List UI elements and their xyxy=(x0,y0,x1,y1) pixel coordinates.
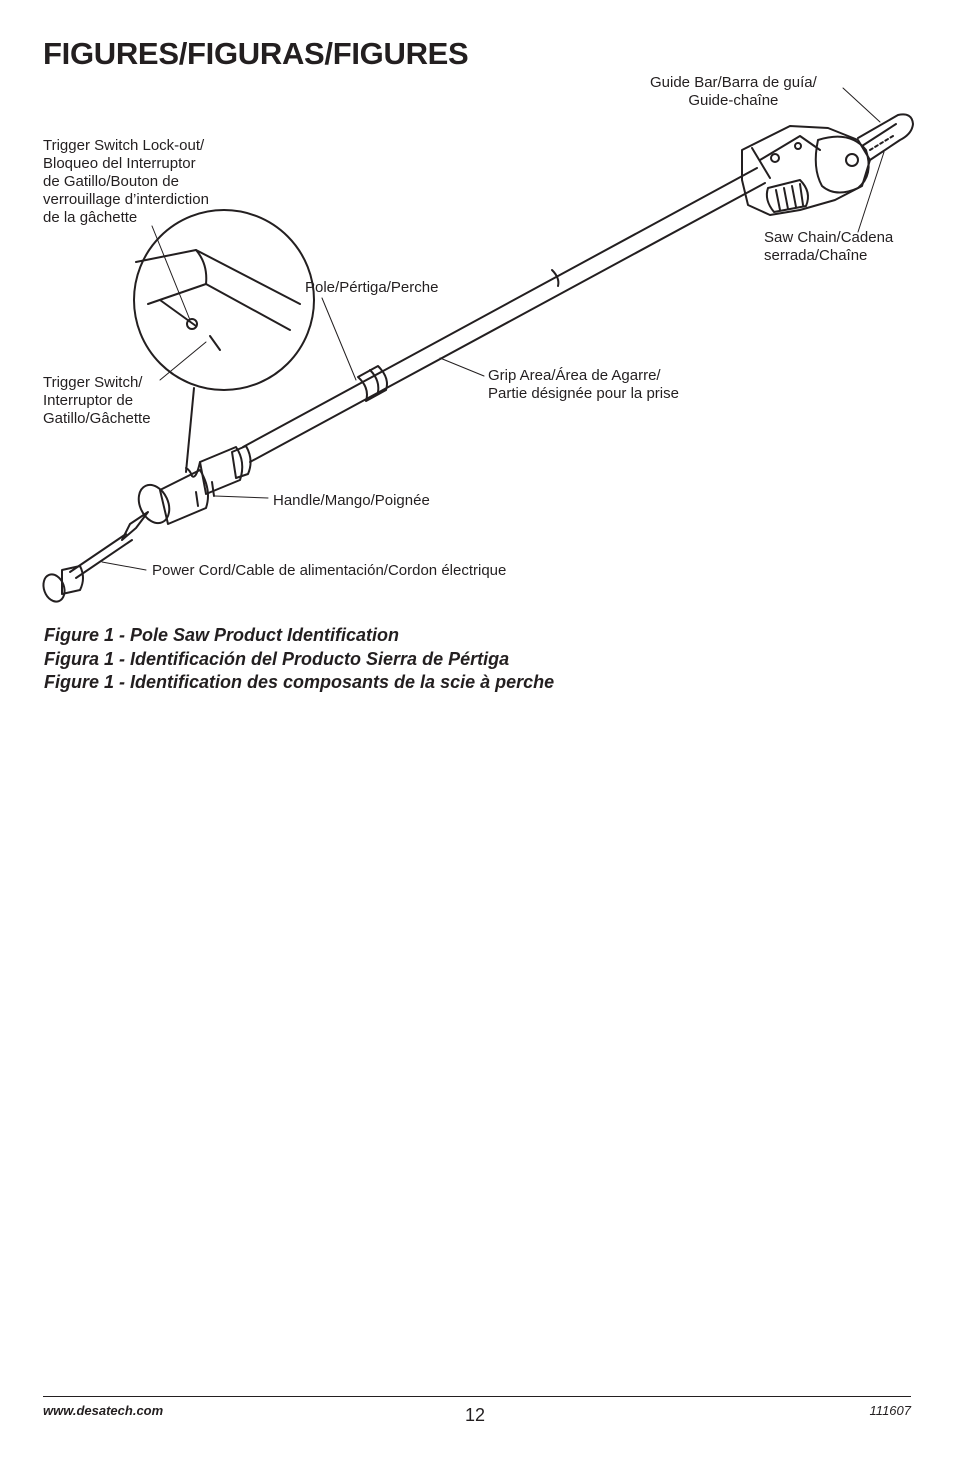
callout-grip-area: Grip Area/Área de Agarre/ Partie désignée pour la prise xyxy=(488,367,679,402)
callout-trigger-switch: Trigger Switch/ Interruptor de Gatillo/Gâchette xyxy=(43,374,151,427)
power-cord xyxy=(40,512,148,605)
callout-trigger-lockout: Trigger Switch Lock-out/ Bloqueo del Interruptor de Gatillo/Bouton de verrouillage d’interdiction de la gâchette xyxy=(43,137,209,226)
caption-french: Figure 1 - Identification des composants de la scie à perche xyxy=(44,672,555,692)
saw-head xyxy=(742,126,870,215)
callout-saw-chain: Saw Chain/Cadena serrada/Chaîne xyxy=(764,229,894,264)
footer-divider xyxy=(43,1396,911,1397)
pole-shaft xyxy=(243,168,765,462)
page-number: 12 xyxy=(465,1405,486,1425)
handle-assembly xyxy=(133,446,251,528)
figure-caption xyxy=(44,624,554,695)
page-title: FIGURES/FIGURAS/FIGURES xyxy=(43,36,469,71)
caption-english: Figure 1 - Pole Saw Product Identification xyxy=(44,625,400,645)
callout-leaders xyxy=(102,88,884,570)
callout-power-cord: Power Cord/Cable de alimentación/Cordon électrique xyxy=(152,562,507,579)
callout-pole: Pole/Pértiga/Perche xyxy=(305,279,439,296)
caption-spanish: Figura 1 - Identificación del Producto Sierra de Pértiga xyxy=(44,648,510,669)
document-code: 111607 xyxy=(869,1403,911,1418)
footer-url: www.desatech.com xyxy=(43,1403,164,1418)
callout-guide-bar: Guide Bar/Barra de guía/ Guide-chaîne xyxy=(650,74,817,109)
callout-handle: Handle/Mango/Poignée xyxy=(273,492,430,509)
